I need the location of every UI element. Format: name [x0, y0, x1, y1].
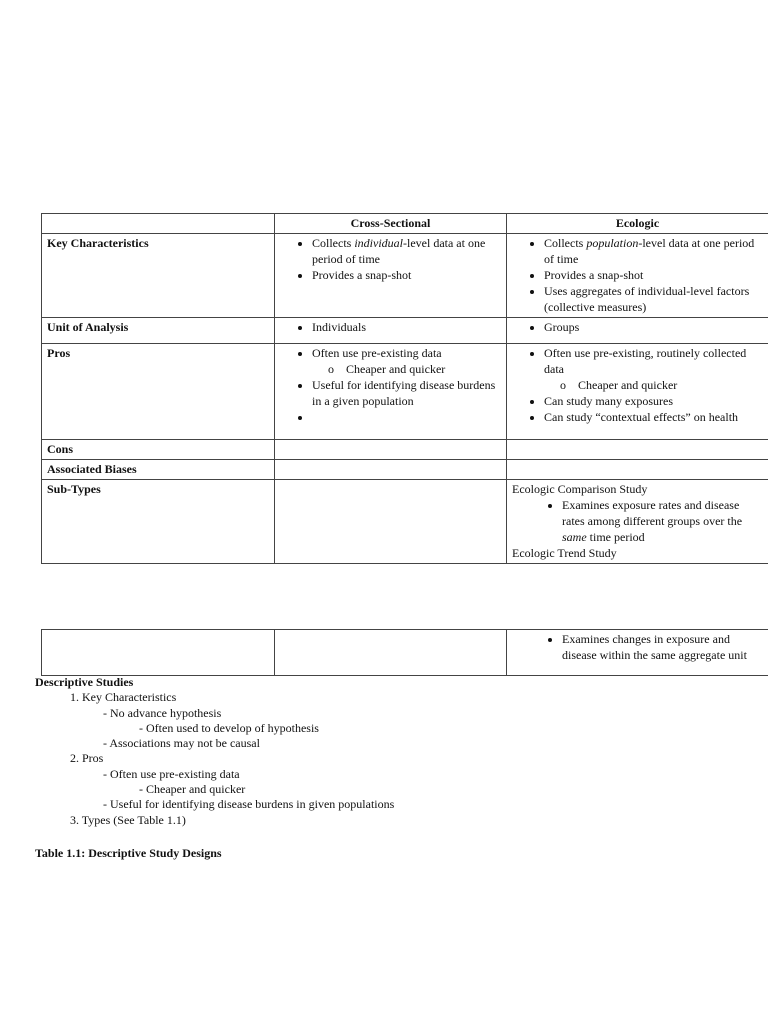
cell-eco-biases — [507, 460, 768, 480]
notes-heading: Descriptive Studies — [35, 675, 134, 689]
continuation-row — [42, 630, 768, 676]
list-item: • Examines exposure rates and disease rates among different groups over the same time period — [562, 497, 763, 545]
list-item: • Provides a snap-shot — [544, 267, 763, 283]
list-item: • Useful for identifying disease burdens in a given population — [312, 377, 501, 409]
notes-line: 1. Key Characteristics — [70, 690, 177, 705]
notes-line: - Associations may not be causal — [103, 736, 260, 751]
list-item: • Can study many exposures — [544, 393, 763, 409]
header-blank — [42, 214, 275, 234]
cell-cross-subtypes — [275, 480, 507, 564]
notes-line: - Useful for identifying disease burdens in given populations — [103, 797, 395, 812]
list-item: • Can study “contextual effects” on health — [544, 409, 763, 425]
notes-line: 3. Types (See Table 1.1) — [70, 812, 186, 827]
cell-continuation-label — [42, 630, 275, 676]
cell-cross-biases — [275, 460, 507, 480]
cell-eco-subtypes — [507, 480, 768, 564]
cell-eco-cons — [507, 440, 768, 460]
cell-cross-unit — [275, 318, 507, 344]
row-cons — [42, 440, 768, 460]
list-subitem: o Cheaper and quicker — [578, 377, 763, 393]
notes-line: - Often use pre-existing data — [103, 766, 240, 781]
row-associated-biases — [42, 460, 768, 480]
row-label: Key Characteristics — [42, 234, 275, 318]
table-caption: Table 1.1: Descriptive Study Designs — [35, 846, 222, 860]
row-label: Unit of Analysis — [42, 318, 275, 344]
list-item-empty — [312, 409, 501, 425]
cell-cross-cons — [275, 440, 507, 460]
cell-eco-pros — [507, 344, 768, 440]
list-subitem: o Cheaper and quicker — [346, 361, 501, 377]
notes-line: - Often used to develop of hypothesis — [139, 720, 319, 735]
notes-section — [35, 675, 394, 828]
cell-cross-pros — [275, 344, 507, 440]
cell-continuation-cross — [275, 630, 507, 676]
row-pros — [42, 344, 768, 440]
header-row — [42, 214, 768, 234]
row-label: Associated Biases — [42, 460, 275, 480]
row-sub-types — [42, 480, 768, 564]
row-label: Sub-Types — [42, 480, 275, 564]
row-unit-of-analysis — [42, 318, 768, 344]
row-label: Pros — [42, 344, 275, 440]
list-item: • Uses aggregates of individual-level factors (collective measures) — [544, 283, 763, 315]
subtype-title: Ecologic Trend Study — [512, 546, 617, 560]
subtype-title: Ecologic Comparison Study — [512, 482, 648, 496]
notes-line: 2. Pros — [70, 751, 104, 766]
cell-cross-key — [275, 234, 507, 318]
cell-eco-key — [507, 234, 768, 318]
cell-continuation-eco — [507, 630, 768, 676]
header-ecologic: Ecologic — [507, 214, 768, 234]
table-continuation — [41, 629, 768, 676]
list-item: • Collects individual-level data at one period of time — [312, 235, 501, 267]
header-cross-sectional: Cross-Sectional — [275, 214, 507, 234]
notes-line: - No advance hypothesis — [103, 705, 222, 720]
list-item: • Provides a snap-shot — [312, 267, 501, 283]
list-item: • Examines changes in exposure and disease within the same aggregate unit — [562, 631, 763, 663]
notes-line: - Cheaper and quicker — [139, 782, 246, 797]
list-item: • Often use pre-existing data o Cheaper and quicker — [312, 345, 501, 377]
row-label: Cons — [42, 440, 275, 460]
study-design-table — [41, 213, 768, 564]
cell-eco-unit — [507, 318, 768, 344]
list-item: • Collects population-level data at one period of time — [544, 235, 763, 267]
list-item: • Individuals — [312, 319, 501, 335]
row-key-characteristics — [42, 234, 768, 318]
list-item: • Groups — [544, 319, 763, 335]
list-item: • Often use pre-existing, routinely collected data o Cheaper and quicker — [544, 345, 763, 393]
